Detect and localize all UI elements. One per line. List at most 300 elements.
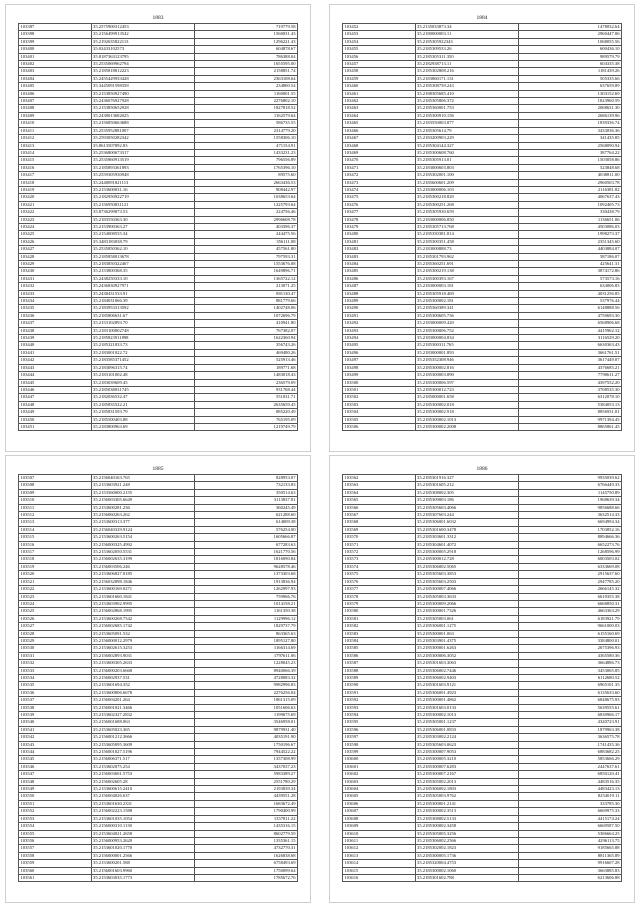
coordinate-cell: 35.2183000003.181 [415, 283, 518, 290]
coordinate-cell: 35.2153604021.2658 [91, 830, 194, 837]
coordinate-cell: 35.2438250333.10 [91, 275, 194, 282]
row-id-cell: 103553 [19, 815, 92, 822]
row-id-cell: 103531 [19, 652, 92, 659]
row-id-cell: 103442 [19, 357, 92, 364]
amount-cell: 885220.49 [194, 409, 297, 416]
coordinate-cell: 35.2153600313.377 [91, 519, 194, 526]
amount-cell: 4503086.03 [518, 223, 621, 230]
row-id-cell: 103482 [343, 246, 416, 253]
table-row [343, 823, 622, 830]
coordinate-cell: 35.2153600615.2410 [91, 786, 194, 793]
coordinate-cell: 35.2183550003.877 [415, 120, 518, 127]
table-row [343, 157, 622, 164]
coordinate-cell: 35.2185835522.21 [91, 401, 194, 408]
amount-cell: 6830966.17 [518, 712, 621, 719]
table-row [19, 423, 298, 430]
row-id-cell: 103487 [343, 283, 416, 290]
row-id-cell: 103583 [343, 630, 416, 637]
row-id-cell: 103498 [343, 364, 416, 371]
coordinate-cell: 35.2535952881007 [91, 127, 194, 134]
row-id-cell: 103406 [19, 90, 92, 97]
row-id-cell: 103615 [343, 867, 416, 874]
row-id-cell: 103493 [343, 327, 416, 334]
page-1886 [329, 455, 635, 903]
row-id-cell: 103534 [19, 674, 92, 681]
coordinate-cell: 35.2185305922343 [415, 38, 518, 45]
row-id-cell: 103576 [343, 578, 416, 585]
table-row [19, 320, 298, 327]
table-row [343, 38, 622, 45]
amount-cell: 1433231.23 [194, 149, 297, 156]
row-id-cell: 103510 [19, 497, 92, 504]
table-row [19, 586, 298, 593]
amount-cell: 1162579.64 [194, 112, 297, 119]
row-id-cell: 103454 [343, 38, 416, 45]
coordinate-cell: 35.2185305003.3633 [415, 593, 518, 600]
row-id-cell: 103490 [343, 305, 416, 312]
amount-cell: 2193839.34 [194, 786, 297, 793]
row-id-cell: 103485 [343, 268, 416, 275]
row-id-cell: 103539 [19, 712, 92, 719]
amount-cell: 6694994.34 [518, 519, 621, 526]
coordinate-cell: 35.2153602327.2832 [91, 712, 194, 719]
coordinate-cell: 35.2185300012.723 [415, 386, 518, 393]
table-row [343, 112, 622, 119]
amount-cell: 9661000.03 [518, 623, 621, 630]
table-row [343, 142, 622, 149]
amount-cell: 1785672.76 [194, 874, 297, 881]
amount-cell: 5983389.27 [194, 771, 297, 778]
row-id-cell: 103473 [343, 179, 416, 186]
table-row [19, 778, 298, 785]
amount-cell: 1483018.43 [194, 372, 297, 379]
coordinate-cell: 35.2536800673317 [91, 149, 194, 156]
coordinate-cell: 35.2156000203.6668 [91, 667, 194, 674]
amount-cell: 1998273.37 [518, 231, 621, 238]
coordinate-cell: 35.2185300001.7326 [415, 608, 518, 615]
coordinate-cell: 35.2436076927928 [91, 98, 194, 105]
row-id-cell: 103521 [19, 578, 92, 585]
coordinate-cell: 35.2185300005.3210 [415, 756, 518, 763]
amount-cell: 8894666.36 [518, 534, 621, 541]
table-row [343, 298, 622, 305]
amount-cell: 3453065.85 [518, 667, 621, 674]
coordinate-cell: 35.2153601630.2331 [91, 800, 194, 807]
amount-cell: 425641.31 [518, 261, 621, 268]
amount-cell: 1092405.73 [518, 201, 621, 208]
amount-cell: 4439551.28 [194, 793, 297, 800]
coordinate-cell: 35.2185302808.216 [415, 68, 518, 75]
coordinate-cell: 35.2185300910.156 [415, 112, 518, 119]
row-id-cell: 103609 [343, 823, 416, 830]
coordinate-cell: 35.2185300219.138 [415, 268, 518, 275]
row-id-cell: 103405 [19, 83, 92, 90]
table-row [19, 127, 298, 134]
row-id-cell: 103511 [19, 504, 92, 511]
coordinate-cell: 35.2156002937.531 [91, 674, 194, 681]
coordinate-cell: 35.2185300001.6263 [415, 645, 518, 652]
coordinate-cell: 35.2575900312453 [91, 24, 194, 31]
row-id-cell: 103408 [19, 105, 92, 112]
row-id-cell: 103387 [19, 24, 92, 31]
amount-cell: 244475.56 [194, 231, 297, 238]
row-id-cell: 103424 [19, 223, 92, 230]
table-row [343, 571, 622, 578]
row-id-cell: 103541 [19, 726, 92, 733]
amount-cell: 6333669.08 [518, 563, 621, 570]
coordinate-cell: 35.2156004026.637 [91, 793, 194, 800]
row-id-cell: 103582 [343, 623, 416, 630]
amount-cell: 1626838.68 [194, 852, 297, 859]
table-row [343, 164, 622, 171]
row-id-cell: 103517 [19, 549, 92, 556]
coordinate-cell: 35.2183000001.893 [415, 349, 518, 356]
amount-cell: 330438.79 [518, 209, 621, 216]
row-id-cell: 103399 [19, 38, 92, 45]
table-row [19, 386, 298, 393]
row-id-cell: 103415 [19, 157, 92, 164]
amount-cell: 1228045.23 [194, 660, 297, 667]
coordinate-cell: 35.2153600305.2633 [91, 660, 194, 667]
amount-cell: 1219749.79 [194, 423, 297, 430]
amount-cell: 3663885.83 [518, 867, 621, 874]
coordinate-cell: 35.2135033873.34 [415, 24, 518, 31]
coordinate-cell: 35.2185306001.1275 [415, 623, 518, 630]
amount-cell: 6155160.69 [518, 630, 621, 637]
amount-cell: 3433036.36 [518, 127, 621, 134]
amount-cell: 2663436.53 [194, 179, 297, 186]
coordinate-cell: 35.2188305685.410 [415, 90, 518, 97]
amount-cell: 3116529.20 [518, 335, 621, 342]
amount-cell: 189771.68 [194, 364, 297, 371]
table-row [343, 423, 622, 430]
coordinate-cell: 35.2185305713.768 [415, 223, 518, 230]
coordinate-cell: 35.2185305930.659 [415, 209, 518, 216]
row-id-cell: 103514 [19, 526, 92, 533]
coordinate-cell: 35.2185300001.063 [415, 630, 518, 637]
coordinate-cell: 35.2156850663688 [91, 120, 194, 127]
row-id-cell: 103588 [343, 667, 416, 674]
amount-cell: 5639555.61 [518, 704, 621, 711]
coordinate-cell: 35.2185305603.3853 [415, 571, 518, 578]
coordinate-cell: 35.2185303002.2124 [415, 734, 518, 741]
table-row [343, 61, 622, 68]
table-row [343, 386, 622, 393]
coordinate-cell: 35.2153605023.365 [91, 726, 194, 733]
row-id-cell: 103547 [19, 771, 92, 778]
row-id-cell: 103518 [19, 556, 92, 563]
amount-cell: 9935039.62 [518, 475, 621, 482]
row-id-cell: 103433 [19, 290, 92, 297]
table-row [19, 275, 298, 282]
row-id-cell: 103407 [19, 98, 92, 105]
row-id-cell: 103460 [343, 83, 416, 90]
amount-cell: 1181439.26 [518, 68, 621, 75]
page-1885 [5, 455, 311, 903]
table-row [19, 541, 298, 548]
table-row [343, 578, 622, 585]
table-row [19, 800, 298, 807]
table-row [343, 90, 622, 97]
row-id-cell: 103562 [343, 475, 416, 482]
row-id-cell: 103425 [19, 231, 92, 238]
coordinate-cell: 35.2183000888.73 [415, 246, 518, 253]
row-id-cell: 103606 [343, 800, 416, 807]
amount-cell: 1199675.69 [194, 712, 297, 719]
coordinate-cell: 35.2185301603.0133 [415, 704, 518, 711]
amount-cell: 786388.04 [194, 53, 297, 60]
row-id-cell: 103501 [343, 386, 416, 393]
row-id-cell: 103437 [19, 320, 92, 327]
table-row [19, 734, 298, 741]
row-id-cell: 103411 [19, 127, 92, 134]
row-id-cell: 103453 [343, 31, 416, 38]
row-id-cell: 103558 [19, 852, 92, 859]
amount-cell: 7790611.27 [518, 372, 621, 379]
table-row [343, 186, 622, 193]
amount-cell: 4483423.13 [518, 786, 621, 793]
coordinate-cell: 35.2156950831121 [91, 201, 194, 208]
amount-cell: 1478032.64 [518, 24, 621, 31]
coordinate-cell: 35.2185300351.458 [415, 238, 518, 245]
amount-cell: 576254.00 [194, 526, 297, 533]
table-row [343, 364, 622, 371]
table-row [19, 112, 298, 119]
table-row [343, 600, 622, 607]
row-id-cell: 103529 [19, 637, 92, 644]
amount-cell: 6850120.41 [518, 771, 621, 778]
row-id-cell: 103452 [343, 24, 416, 31]
amount-cell: 2447637.61 [518, 763, 621, 770]
table-row [19, 68, 298, 75]
coordinate-cell: 35.2183800963.69 [91, 423, 194, 430]
amount-cell: 600436.10 [518, 46, 621, 53]
amount-cell: 2276802.10 [194, 98, 297, 105]
amount-cell: 4732770.31 [194, 845, 297, 852]
amount-cell: 1750099.64 [194, 867, 297, 874]
table-row [19, 763, 298, 770]
amount-cell: 1683672.49 [194, 800, 297, 807]
amount-cell: 2068631.30 [518, 105, 621, 112]
amount-cell: 224756.46 [194, 209, 297, 216]
table-row [19, 475, 298, 482]
table-row [19, 135, 298, 142]
table-row [19, 194, 298, 201]
coordinate-cell: 35.2185321833.73 [91, 342, 194, 349]
coordinate-cell: 35.2185500403.88 [91, 416, 194, 423]
amount-cell: 551031.71 [194, 394, 297, 401]
page-title: 1884 [476, 15, 488, 21]
row-id-cell: 103543 [19, 741, 92, 748]
row-id-cell: 103414 [19, 149, 92, 156]
row-id-cell: 103549 [19, 786, 92, 793]
table-row [19, 497, 298, 504]
amount-cell: 9971394.45 [518, 416, 621, 423]
row-id-cell: 103429 [19, 261, 92, 268]
row-id-cell: 103603 [343, 778, 416, 785]
table-row [19, 526, 298, 533]
row-id-cell: 103398 [19, 31, 92, 38]
row-id-cell: 103612 [343, 845, 416, 852]
coordinate-cell: 35.2185306001.4923 [415, 689, 518, 696]
row-id-cell: 103472 [343, 172, 416, 179]
coordinate-cell: 35.2156002868.1995 [91, 608, 194, 615]
coordinate-cell: 35.2156040329.9124 [91, 526, 194, 533]
amount-cell: 1161350.38 [194, 608, 297, 615]
coordinate-cell: 35.2185308002.5133 [415, 815, 518, 822]
coordinate-cell: 35.2185305005.3256 [415, 830, 518, 837]
amount-cell: 1829737.79 [194, 623, 297, 630]
row-id-cell: 103614 [343, 860, 416, 867]
row-id-cell: 103537 [19, 697, 92, 704]
table-row [19, 630, 298, 637]
row-id-cell: 103448 [19, 401, 92, 408]
coordinate-cell: 35.2185300002.1060 [415, 867, 518, 874]
row-id-cell: 103525 [19, 608, 92, 615]
amount-cell: 9916607.28 [518, 860, 621, 867]
table-row [19, 75, 298, 82]
table-row [343, 637, 622, 644]
table-row [19, 593, 298, 600]
coordinate-cell: 35.2184031066.39 [91, 298, 194, 305]
row-id-cell: 103431 [19, 275, 92, 282]
coordinate-cell: 35.2183101002.48 [91, 372, 194, 379]
row-id-cell: 103502 [343, 394, 416, 401]
amount-cell: 2947785.20 [518, 578, 621, 585]
table-row [19, 771, 298, 778]
table-row [19, 504, 298, 511]
row-id-cell: 103568 [343, 519, 416, 526]
table-row [19, 105, 298, 112]
amount-cell: 1335361.15 [194, 837, 297, 844]
amount-cell: 1558306.10 [194, 135, 297, 142]
amount-cell: 356743.26 [194, 342, 297, 349]
row-id-cell: 103400 [19, 46, 92, 53]
amount-cell: 1621770.56 [194, 549, 297, 556]
table-row [19, 90, 298, 97]
amount-cell: 1225793.64 [194, 201, 297, 208]
table-row [343, 416, 622, 423]
amount-cell: 1861315.09 [194, 697, 297, 704]
coordinate-cell: 35.2185309533.26 [415, 46, 518, 53]
table-row [19, 845, 298, 852]
table-row [343, 489, 622, 496]
amount-cell: 4483516.35 [518, 778, 621, 785]
coordinate-cell: 35.2185858013678 [91, 253, 194, 260]
table-row [343, 246, 622, 253]
table-row [343, 771, 622, 778]
coordinate-cell: 35.2185301603.9121 [415, 682, 518, 689]
amount-cell: 2996608.78 [194, 216, 297, 223]
table-row [19, 46, 298, 53]
amount-cell: 2915637.60 [518, 571, 621, 578]
amount-cell: 637659.89 [518, 83, 621, 90]
row-id-cell: 103432 [19, 283, 92, 290]
row-id-cell: 103556 [19, 837, 92, 844]
amount-cell: 573573.16 [518, 275, 621, 282]
amount-cell: 604335.38 [518, 61, 621, 68]
row-id-cell: 103496 [343, 349, 416, 356]
coordinate-cell: 35.2183100002748 [91, 327, 194, 334]
amount-cell: 410941.80 [194, 320, 297, 327]
row-id-cell: 103574 [343, 563, 416, 570]
table-row [343, 83, 622, 90]
amount-cell: 1145750.89 [518, 489, 621, 496]
coordinate-cell: 35.2185301793.962 [415, 253, 518, 260]
amount-cell: 1136651.06 [518, 216, 621, 223]
row-id-cell: 103593 [343, 704, 416, 711]
row-id-cell: 103418 [19, 179, 92, 186]
coordinate-cell: 35.2185300003.890 [415, 372, 518, 379]
row-id-cell: 103563 [343, 482, 416, 489]
coordinate-cell: 35.2185302002.1823 [415, 845, 518, 852]
table-row [343, 778, 622, 785]
table-row [19, 571, 298, 578]
table-row [19, 719, 298, 726]
row-id-cell: 103560 [19, 867, 92, 874]
row-id-cell: 103469 [343, 149, 416, 156]
amount-cell: 2675396.93 [518, 645, 621, 652]
coordinate-cell: 35.2183953313592 [91, 305, 194, 312]
amount-cell: 863365.63 [194, 630, 297, 637]
coordinate-cell: 35.2185823911898 [91, 335, 194, 342]
table-row [19, 830, 298, 837]
coordinate-cell: 35.2185300311.765 [415, 342, 518, 349]
amount-cell: 2276256.04 [194, 689, 297, 696]
table-row [19, 223, 298, 230]
row-id-cell: 103421 [19, 201, 92, 208]
row-id-cell: 103548 [19, 778, 92, 785]
row-id-cell: 103494 [343, 335, 416, 342]
row-id-cell: 103500 [343, 379, 416, 386]
amount-cell: 6766449.33 [518, 482, 621, 489]
row-id-cell: 103545 [19, 756, 92, 763]
amount-cell: 4031256.85 [518, 290, 621, 297]
row-id-cell: 103427 [19, 246, 92, 253]
table-row [19, 53, 298, 60]
amount-cell: 1816090.84 [194, 556, 297, 563]
coordinate-cell: 35.2185302001.100 [415, 172, 518, 179]
row-id-cell: 103599 [343, 749, 416, 756]
table-row [343, 349, 622, 356]
amount-cell: 1741435.36 [518, 741, 621, 748]
row-id-cell: 103474 [343, 186, 416, 193]
coordinate-cell: 35.2185306002.9403 [415, 674, 518, 681]
amount-cell: 1839336.74 [518, 120, 621, 127]
coordinate-cell: 35.3445091598358 [91, 83, 194, 90]
amount-cell: 4038811.00 [518, 172, 621, 179]
table-row [343, 734, 622, 741]
amount-cell: 1038653.64 [194, 194, 297, 201]
row-id-cell: 103596 [343, 726, 416, 733]
coordinate-cell: 35.2153603902.9995 [91, 600, 194, 607]
coordinate-cell: 35.2156003506.246 [91, 563, 194, 570]
amount-cell: 719779.58 [194, 24, 297, 31]
table-row [343, 512, 622, 519]
table-row [343, 335, 622, 342]
coordinate-cell: 35.8736299873.53 [91, 209, 194, 216]
amount-cell: 6758493.69 [194, 860, 297, 867]
table-row [19, 305, 298, 312]
amount-cell: 3636575.78 [518, 734, 621, 741]
coordinate-cell: 35.2185301916.327 [415, 475, 518, 482]
amount-cell: 1357308.99 [194, 756, 297, 763]
amount-cell: 634006.83 [518, 283, 621, 290]
row-id-cell: 103438 [19, 327, 92, 334]
table-row [343, 120, 622, 127]
data-table [342, 474, 622, 882]
row-id-cell: 103523 [19, 593, 92, 600]
